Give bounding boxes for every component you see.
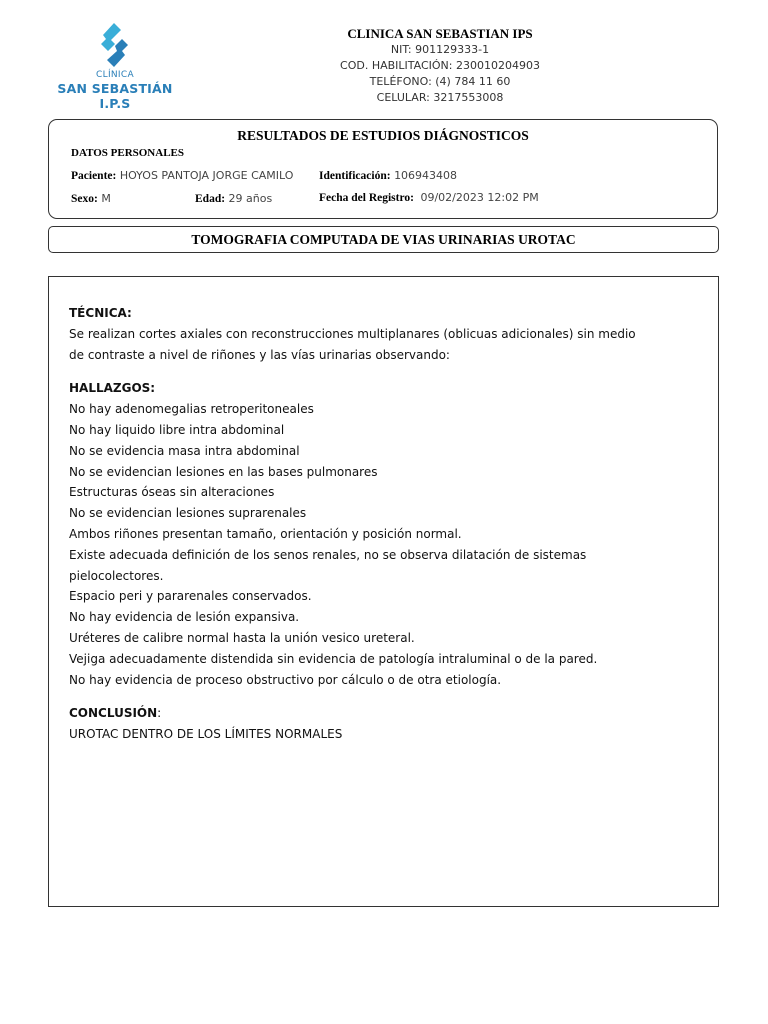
personal-data-label: DATOS PERSONALES bbox=[71, 147, 184, 159]
clinic-nit: NIT: 901129333-1 bbox=[390, 43, 490, 56]
logo-small-text: CLÍNICA bbox=[96, 70, 134, 80]
tecnica-text bbox=[69, 324, 689, 366]
conclusion-colon: : bbox=[157, 706, 162, 721]
patient-info-box bbox=[48, 119, 718, 219]
hallazgos-list bbox=[69, 399, 689, 690]
study-title: TOMOGRAFIA COMPUTADA DE VIAS URINARIAS UROTAC bbox=[48, 226, 719, 253]
clinic-telefono: TELÉFONO: (4) 784 11 60 bbox=[369, 75, 511, 88]
hallazgos-heading: HALLAZGOS: bbox=[69, 381, 156, 396]
id-label: Identificación: bbox=[319, 170, 391, 182]
hallazgo-line: No hay adenomegalias retroperitoneales bbox=[69, 402, 314, 417]
hallazgo-line: Estructuras óseas sin alteraciones bbox=[69, 485, 275, 500]
hallazgo-line: pielocolectores. bbox=[69, 568, 164, 583]
hallazgo-line: No se evidencia masa intra abdominal bbox=[69, 443, 300, 458]
age-value: 29 años bbox=[228, 192, 273, 205]
report-content bbox=[69, 303, 689, 745]
sex-value: M bbox=[101, 192, 111, 205]
tecnica-line: de contraste a nivel de riñones y las vías urinarias observando: bbox=[69, 347, 450, 362]
hallazgo-line: Espacio peri y pararenales conservados. bbox=[69, 589, 312, 604]
tecnica-heading: TÉCNICA: bbox=[69, 306, 132, 320]
logo-main-text: SAN SEBASTIÁN I.P.S bbox=[57, 81, 173, 111]
conclusion-line: UROTAC DENTRO DE LOS LÍMITES NORMALES bbox=[69, 727, 343, 742]
clinic-header bbox=[290, 26, 590, 106]
hallazgo-line: No hay evidencia de lesión expansiva. bbox=[69, 610, 300, 625]
hallazgo-line: No se evidencian lesiones suprarenales bbox=[69, 506, 307, 521]
id-value: 106943408 bbox=[394, 169, 458, 182]
report-body bbox=[48, 276, 719, 907]
hallazgo-line: No se evidencian lesiones en las bases pulmonares bbox=[69, 464, 378, 479]
sex-field bbox=[71, 192, 111, 205]
clinic-habilitacion: COD. HABILITACIÓN: 230010204903 bbox=[340, 59, 540, 72]
registry-date-field bbox=[319, 191, 539, 204]
id-field bbox=[319, 169, 457, 182]
age-label: Edad: bbox=[195, 193, 226, 205]
hallazgo-line: Existe adecuada definición de los senos renales, no se observa dilatación de sistemas bbox=[69, 547, 587, 562]
hallazgo-line: Vejiga adecuadamente distendida sin evidencia de patología intraluminal o de la pared. bbox=[69, 651, 598, 666]
patient-value: HOYOS PANTOJA JORGE CAMILO bbox=[119, 169, 294, 182]
hallazgo-line: Ambos riñones presentan tamaño, orientación y posición normal. bbox=[69, 526, 462, 541]
results-title: RESULTADOS DE ESTUDIOS DIÁGNOSTICOS bbox=[237, 128, 529, 143]
patient-label: Paciente: bbox=[71, 170, 117, 182]
hallazgo-line: Uréteres de calibre normal hasta la unión vesico ureteral. bbox=[69, 630, 415, 645]
clinic-logo-icon bbox=[94, 22, 134, 68]
hallazgo-line: No hay evidencia de proceso obstructivo por cálculo o de otra etiología. bbox=[69, 672, 502, 687]
patient-field bbox=[71, 169, 293, 182]
registry-date-label: Fecha del Registro: bbox=[319, 192, 414, 204]
conclusion-heading-line bbox=[69, 703, 689, 724]
conclusion-heading: CONCLUSIÓN bbox=[69, 706, 158, 721]
sex-label: Sexo: bbox=[71, 193, 98, 205]
clinic-logo bbox=[50, 20, 180, 111]
clinic-celular: CELULAR: 3217553008 bbox=[376, 91, 504, 104]
tecnica-line: Se realizan cortes axiales con reconstrucciones multiplanares (oblicuas adicionales) sin medio bbox=[69, 326, 636, 341]
conclusion-text bbox=[69, 724, 689, 745]
clinic-name: CLINICA SAN SEBASTIAN IPS bbox=[347, 26, 533, 41]
age-field bbox=[195, 192, 272, 205]
registry-date-value: 09/02/2023 12:02 PM bbox=[420, 191, 539, 204]
hallazgo-line: No hay liquido libre intra abdominal bbox=[69, 422, 285, 437]
